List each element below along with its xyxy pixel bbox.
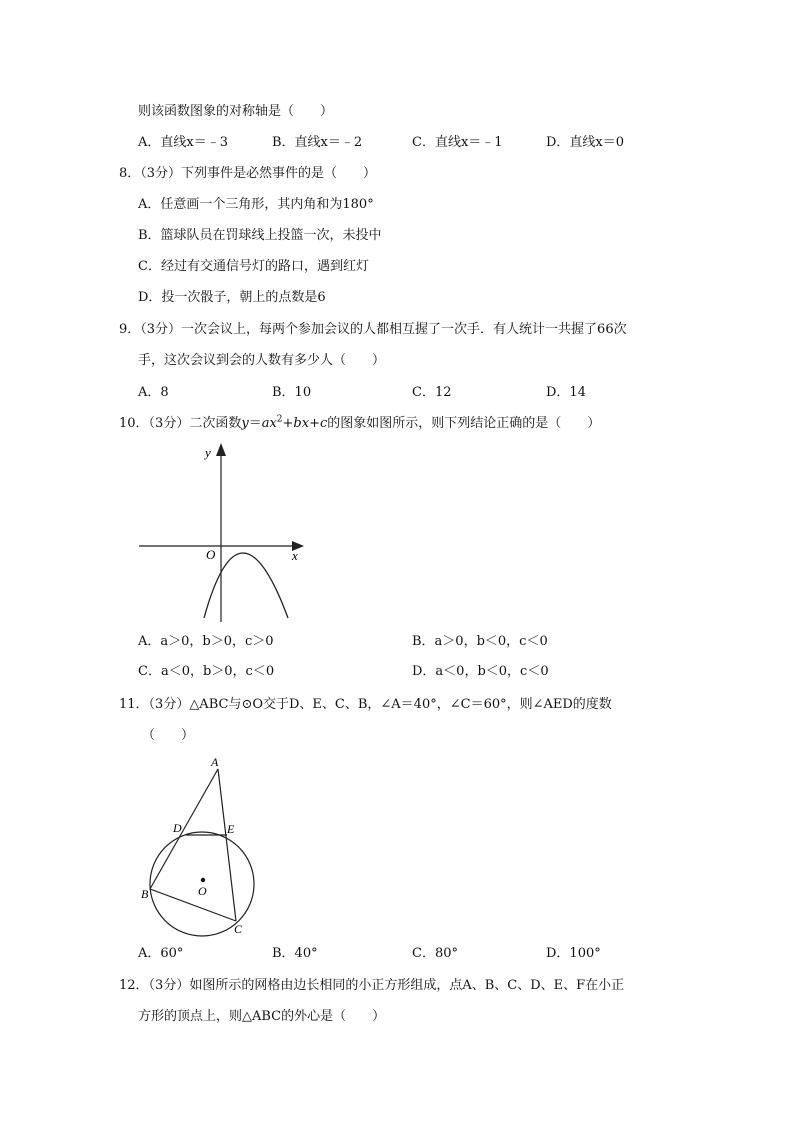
q8-option-c: C．经过有交通信号灯的路口，遇到红灯 (138, 259, 369, 274)
q9-option-d: D．14 (546, 385, 586, 400)
q7-stem-tail: 则该函数图象的对称轴是（ ） (138, 104, 334, 119)
q9-option-c: C．12 (412, 385, 452, 400)
q7-option-a: A．直线x＝﹣3 (138, 135, 228, 150)
q7-option-d: D．直线x＝0 (546, 135, 625, 150)
q10-option-b: B．a＞0，b＜0，c＜0 (412, 634, 548, 649)
q10-func-a: ax (261, 416, 277, 431)
q11-label-c: C (234, 922, 243, 936)
q10-x-label: x (292, 548, 298, 563)
q10-func-rest: +bx+c (282, 416, 328, 431)
q8-option-d: D．投一次骰子，朝上的点数是6 (138, 290, 326, 305)
q11-side-ab (150, 769, 218, 889)
q12-stem-line1: 12．（3分）如图所示的网格由边长相同的小正方形组成，点A、B、C、D、E、F在小正 (119, 978, 625, 993)
q10-func-exponent: 2 (276, 414, 283, 425)
q11-label-e: E (227, 822, 235, 836)
q10-func-eq: ＝ (248, 416, 262, 431)
q7-option-b: B．直线x＝﹣2 (272, 135, 363, 150)
q10-y-label: y (205, 445, 211, 460)
q11-stem-line1: 11．（3分）△ABC与⊙O交于D、E、C、B，∠A＝40°，∠C＝60°，则∠AED的度数 (119, 697, 612, 712)
q10-option-d: D．a＜0，b＜0，c＜0 (412, 664, 549, 679)
q10-option-c: C．a＜0，b＞0，c＜0 (138, 664, 275, 679)
q11-label-o: O (198, 884, 207, 898)
q11-option-d: D．100° (546, 946, 601, 961)
q9-option-a: A．8 (138, 385, 169, 400)
q10-func-y: y (241, 416, 249, 431)
q10-origin-label: O (206, 547, 216, 562)
q9-stem-line2: 手，这次会议到会的人数有多少人（ ） (138, 353, 386, 368)
q11-label-a: A (211, 755, 219, 769)
q11-side-ac (218, 769, 236, 921)
q10-stem-tail: 的图象如图所示，则下列结论正确的是（ ） (327, 416, 601, 431)
q12-stem-line2: 方形的顶点上，则△ABC的外心是（ ） (138, 1009, 386, 1024)
q11-option-c: C．80° (412, 946, 458, 961)
q11-stem-line2: （ ） (142, 728, 195, 743)
q8-stem: 8．（3分）下列事件是必然事件的是（ ） (119, 166, 377, 181)
q7-option-c: C．直线x＝﹣1 (412, 135, 503, 150)
q8-option-a: A．任意画一个三角形，其内角和为180° (138, 197, 374, 212)
q11-center-dot (201, 878, 205, 882)
q11-option-b: B．40° (272, 946, 318, 961)
q10-option-a: A．a＞0，b＞0，c＞0 (138, 634, 274, 649)
q11-label-d: D (173, 821, 182, 835)
q8-option-b: B．篮球队员在罚球线上投篮一次，未投中 (138, 228, 382, 243)
q9-stem-line1: 9．（3分）一次会议上，每两个参加会议的人都相互握了一次手．有人统计一共握了66次 (119, 322, 627, 337)
q11-option-a: A．60° (138, 946, 184, 961)
q10-number: 10．（3分）二次函数 (119, 416, 242, 431)
q11-side-bc (150, 889, 236, 921)
q9-option-b: B．10 (272, 385, 312, 400)
q11-label-b: B (141, 887, 149, 901)
